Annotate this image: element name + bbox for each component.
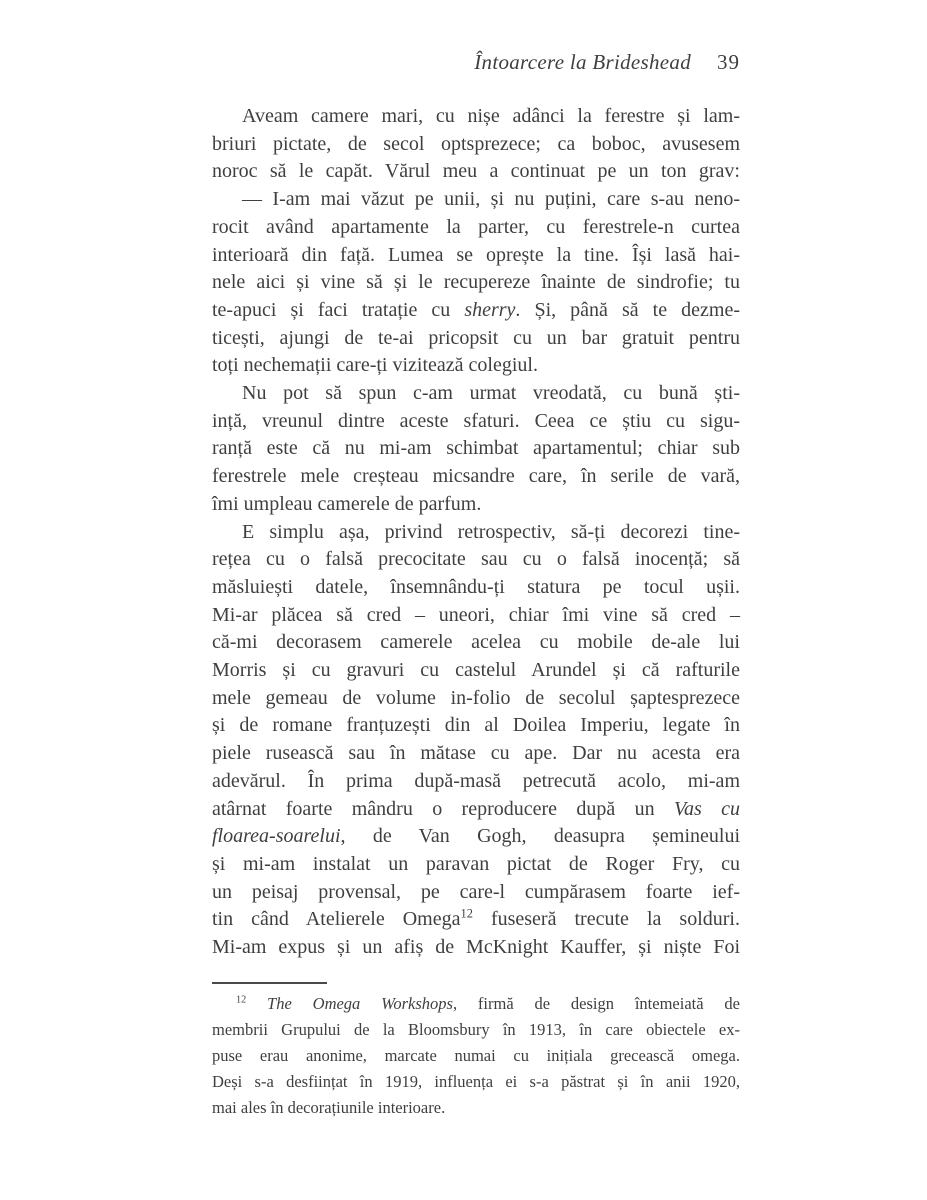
text-run: membrii Grupului de la Bloomsbury în 1913, în care obiectele ex- <box>212 1020 740 1039</box>
text-line <box>212 408 740 436</box>
text-run: măsluiești datele, însemnându-ți statura pe tocul ușii. <box>212 575 740 598</box>
text-run: fuseseră trecute la solduri. <box>472 908 740 931</box>
text-line <box>212 1043 740 1069</box>
text-run: Mi-ar plăcea să cred – uneori, chiar îmi vine să cred – <box>212 603 740 626</box>
text-line <box>212 768 740 796</box>
footnote-divider <box>212 982 327 984</box>
text-run: ință, vreunul dintre aceste sfaturi. Ceea ce știu cu sigu- <box>212 409 740 432</box>
text-run: . Și, până să te dezme- <box>515 298 741 321</box>
text-run: Morris și cu gravuri cu castelul Arundel și că rafturile <box>212 659 740 682</box>
text-run: și mi-am instalat un paravan pictat de Roger Fry, cu <box>212 852 740 875</box>
text-run: E simplu așa, privind retrospectiv, să-ți decorezi tine- <box>242 520 740 543</box>
text-run: atârnat foarte mândru o reproducere după un <box>212 797 674 820</box>
text-run: un peisaj provensal, pe care-l cumpărasem foarte ief- <box>212 880 740 903</box>
text-run: noroc să le capăt. Vărul meu a continuat pe un ton grav: <box>212 160 740 183</box>
text-run: Deși s-a desființat în 1919, influența ei s-a păstrat și în anii 1920, <box>212 1072 740 1091</box>
text-line <box>212 1069 740 1095</box>
text-run: , de Van Gogh, deasupra șemineului <box>340 825 740 848</box>
italic-run: floarea-soarelui <box>212 825 341 848</box>
text-line <box>212 1095 740 1121</box>
superscript-ref: 12 <box>460 906 473 921</box>
text-line <box>212 546 740 574</box>
text-line <box>212 991 740 1017</box>
text-line <box>212 463 740 491</box>
text-run: Aveam camere mari, cu nișe adânci la ferestre și lam- <box>242 105 740 127</box>
running-head-title: Întoarcere la Brideshead <box>474 50 691 74</box>
paragraph <box>212 991 740 1121</box>
text-run: adevărul. În prima după-masă petrecută acolo, mi-am <box>212 769 740 792</box>
text-line <box>212 602 740 630</box>
text-line <box>212 879 740 907</box>
text-run: mai ales în decorațiunile interioare. <box>212 1098 446 1117</box>
text-run: puse erau anonime, marcate numai cu inițiala grecească omega. <box>212 1046 740 1065</box>
text-line <box>212 1017 740 1043</box>
text-line <box>212 657 740 685</box>
text-line <box>212 740 740 768</box>
text-line <box>212 934 740 962</box>
text-line <box>212 906 740 934</box>
text-run: — I-am mai văzut pe unii, și nu puțini, care s-au neno- <box>242 188 740 211</box>
text-line <box>212 131 740 159</box>
text-line <box>212 325 740 353</box>
text-line <box>212 242 740 270</box>
text-run: piele rusească sau în mătase cu ape. Dar nu acesta era <box>212 742 740 765</box>
text-run: interioară din față. Lumea se oprește la tine. Își lasă hai- <box>212 243 740 266</box>
text-line <box>212 491 740 519</box>
text-line <box>212 103 740 131</box>
text-line <box>212 297 740 325</box>
text-run: te-apuci și faci tratație cu <box>212 298 465 321</box>
footnote <box>212 991 740 1121</box>
text-run: Mi-am expus și un afiș de McKnight Kauffer, și niște Foi <box>212 936 740 959</box>
text-run: Nu pot să spun c-am urmat vreodată, cu bună ști- <box>242 382 740 405</box>
paragraph <box>212 380 740 519</box>
text-run: , firmă de design întemeiată de <box>452 994 740 1013</box>
text-run: mele gemeau de volume in-folio de secolul șaptesprezece <box>212 686 740 709</box>
text-run: tin când Atelierele Omega <box>212 908 461 931</box>
text-run: ranță este că nu mi-am schimbat apartamentul; chiar sub <box>212 437 740 460</box>
text-run: toți nechemații care-ți vizitează colegiul. <box>212 354 538 377</box>
running-head <box>212 50 740 75</box>
paragraph <box>212 519 740 962</box>
text-line <box>212 712 740 740</box>
text-run: și de romane franțuzești din al Doilea Imperiu, legate în <box>212 714 740 737</box>
text-line <box>212 574 740 602</box>
text-run: îmi umpleau camerele de parfum. <box>212 492 482 515</box>
text-line <box>212 685 740 713</box>
text-line <box>212 214 740 242</box>
text-run: ferestrele mele creșteau micsandre care, în serile de vară, <box>212 465 740 488</box>
text-run: rocit având apartamente la parter, cu ferestrele-n curtea <box>212 215 740 238</box>
italic-run: The Omega Workshops <box>246 994 453 1013</box>
text-line <box>212 158 740 186</box>
superscript-ref: 12 <box>236 994 247 1006</box>
text-run: nele aici și vine să și le recupereze înainte de sindrofie; tu <box>212 271 740 294</box>
page-number: 39 <box>717 50 740 74</box>
text-line <box>212 380 740 408</box>
body-text <box>212 103 740 962</box>
text-line <box>212 519 740 547</box>
text-line <box>212 269 740 297</box>
text-line <box>212 435 740 463</box>
text-line <box>212 186 740 214</box>
text-run: că-mi decorasem camerele acelea cu mobile de-ale lui <box>212 631 740 654</box>
paragraph <box>212 186 740 380</box>
text-line <box>212 796 740 824</box>
paragraph <box>212 103 740 186</box>
text-line <box>212 629 740 657</box>
italic-run: Vas cu <box>673 797 740 820</box>
text-line <box>212 352 740 380</box>
text-line <box>212 851 740 879</box>
text-line <box>212 823 740 851</box>
italic-run: sherry <box>464 298 516 321</box>
text-run: briuri pictate, de secol optsprezece; ca boboc, avusesem <box>212 132 740 155</box>
text-run: rețea cu o falsă precocitate sau cu o falsă inocență; să <box>212 548 740 571</box>
text-run: ticești, ajungi de te-ai pricopsit cu un bar gratuit pentru <box>212 326 740 349</box>
